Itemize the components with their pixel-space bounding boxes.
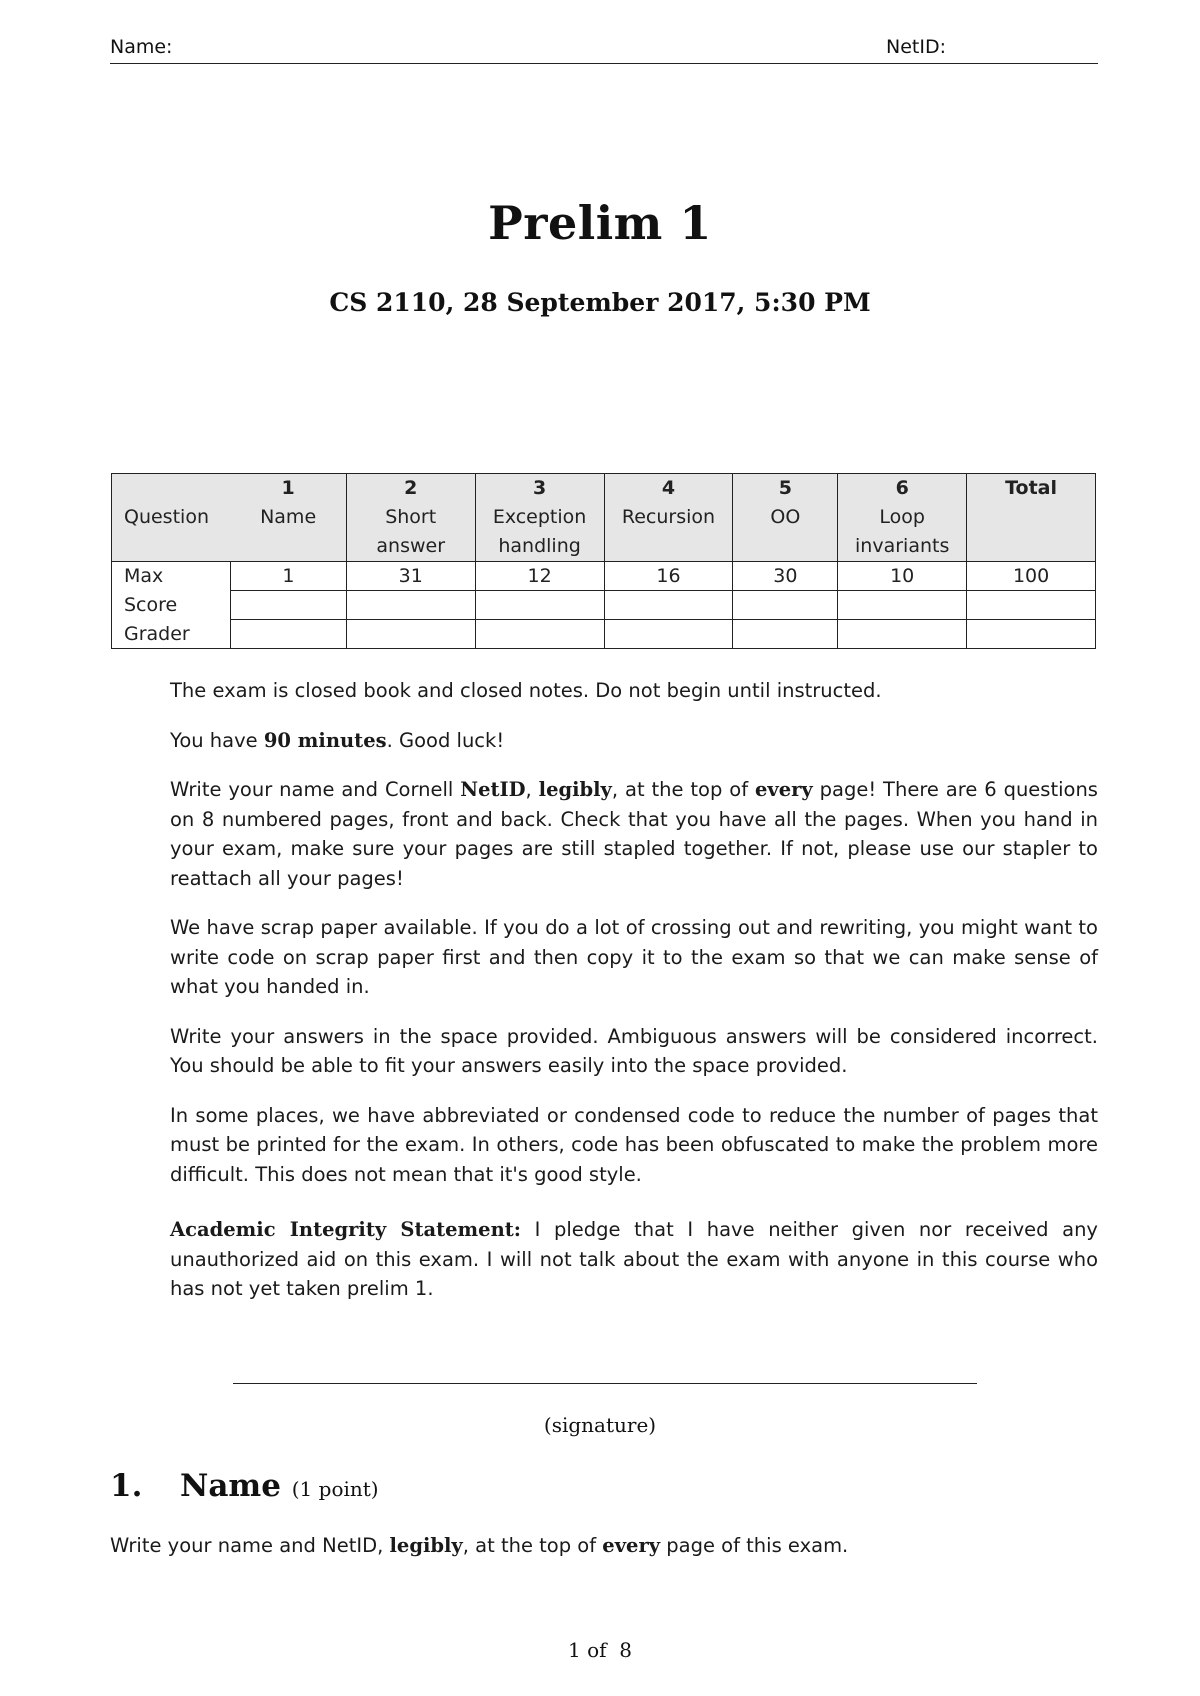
total-header: Total	[967, 474, 1096, 562]
column-header-4: 4 Recursion	[604, 474, 733, 562]
table-header-row	[112, 474, 1096, 562]
exam-title: Prelim 1	[488, 196, 712, 250]
table-cell: 16	[604, 562, 733, 591]
question-title: Name	[180, 1468, 281, 1504]
question-header: Question	[124, 506, 209, 528]
academic-integrity-statement: Academic Integrity Statement: I pledge that I have neither given nor received any unauthorized aid on this exam. I will not talk about the exam with anyone in this course who has not yet taken prelim 1.	[170, 1218, 1098, 1300]
table-row	[112, 562, 1096, 591]
instruction-time: You have 90 minutes. Good luck!	[170, 728, 505, 752]
instruction-name-netid: Write your name and Cornell NetID, legibly, at the top of every page! There are 6 questions on 8 numbered pages, front and back. Check that you have all the pages. When you hand in your exam, make sure your pages are still stapled together. If not, please use our stapler to reattach all your pages!	[170, 778, 1098, 890]
table-cell: 10	[838, 562, 967, 591]
instructions	[170, 676, 1098, 1324]
instruction-abbreviated-code: In some places, we have abbreviated or condensed code to reduce the number of pages that must be printed for the exam. In others, code has been obfuscated to make the problem more difficult. This does not mean that it's good style.	[170, 1103, 1098, 1186]
exam-subtitle: CS 2110, 28 September 2017, 5:30 PM	[329, 288, 871, 317]
instruction-closed-book: The exam is closed book and closed notes. Do not begin until instructed.	[170, 679, 882, 702]
name-label: Name:	[110, 36, 173, 58]
table-cell	[967, 620, 1096, 649]
column-header-3: 3 Exception handling	[475, 474, 604, 562]
score-table	[111, 473, 1096, 649]
table-cell	[733, 620, 838, 649]
table-cell: 1	[230, 562, 346, 591]
table-cell	[230, 591, 346, 620]
table-row	[112, 591, 1096, 620]
column-header-5: 5 OO	[733, 474, 838, 562]
table-cell	[838, 591, 967, 620]
table-cell	[230, 620, 346, 649]
column-header-6: 6 Loop invariants	[838, 474, 967, 562]
table-row	[112, 620, 1096, 649]
header-line	[110, 36, 1098, 64]
question-points: (1 point)	[291, 1477, 379, 1501]
row-label: Score	[112, 591, 231, 620]
table-cell	[967, 591, 1096, 620]
table-cell	[733, 591, 838, 620]
table-cell	[475, 591, 604, 620]
column-header-2: 2 Short answer	[346, 474, 475, 562]
signature-line[interactable]	[233, 1383, 977, 1384]
table-cell	[475, 620, 604, 649]
table-cell	[346, 591, 475, 620]
instruction-answers: Write your answers in the space provided. Ambiguous answers will be considered incorrect. You should be able to fit your answers easily into the space provided.	[170, 1024, 1098, 1077]
table-cell: 100	[967, 562, 1096, 591]
question-number: 1.	[110, 1468, 143, 1504]
page-number: 1 of 8	[568, 1638, 632, 1662]
netid-label: NetID:	[886, 36, 946, 58]
question-1-text: Write your name and NetID, legibly, at the top of every page of this exam.	[110, 1534, 849, 1557]
column-header-1: 1 Name	[230, 474, 346, 562]
table-cell: 12	[475, 562, 604, 591]
table-cell	[346, 620, 475, 649]
instruction-scrap-paper: We have scrap paper available. If you do a lot of crossing out and rewriting, you might want to write code on scrap paper first and then copy it to the exam so that we can make sense of what you handed in.	[170, 916, 1098, 998]
question-1-heading	[110, 1468, 379, 1504]
row-label: Grader	[112, 620, 231, 649]
row-label: Max	[112, 562, 231, 591]
table-cell: 30	[733, 562, 838, 591]
signature-label: (signature)	[543, 1413, 657, 1437]
table-cell	[604, 591, 733, 620]
table-cell	[604, 620, 733, 649]
table-cell	[838, 620, 967, 649]
table-cell: 31	[346, 562, 475, 591]
